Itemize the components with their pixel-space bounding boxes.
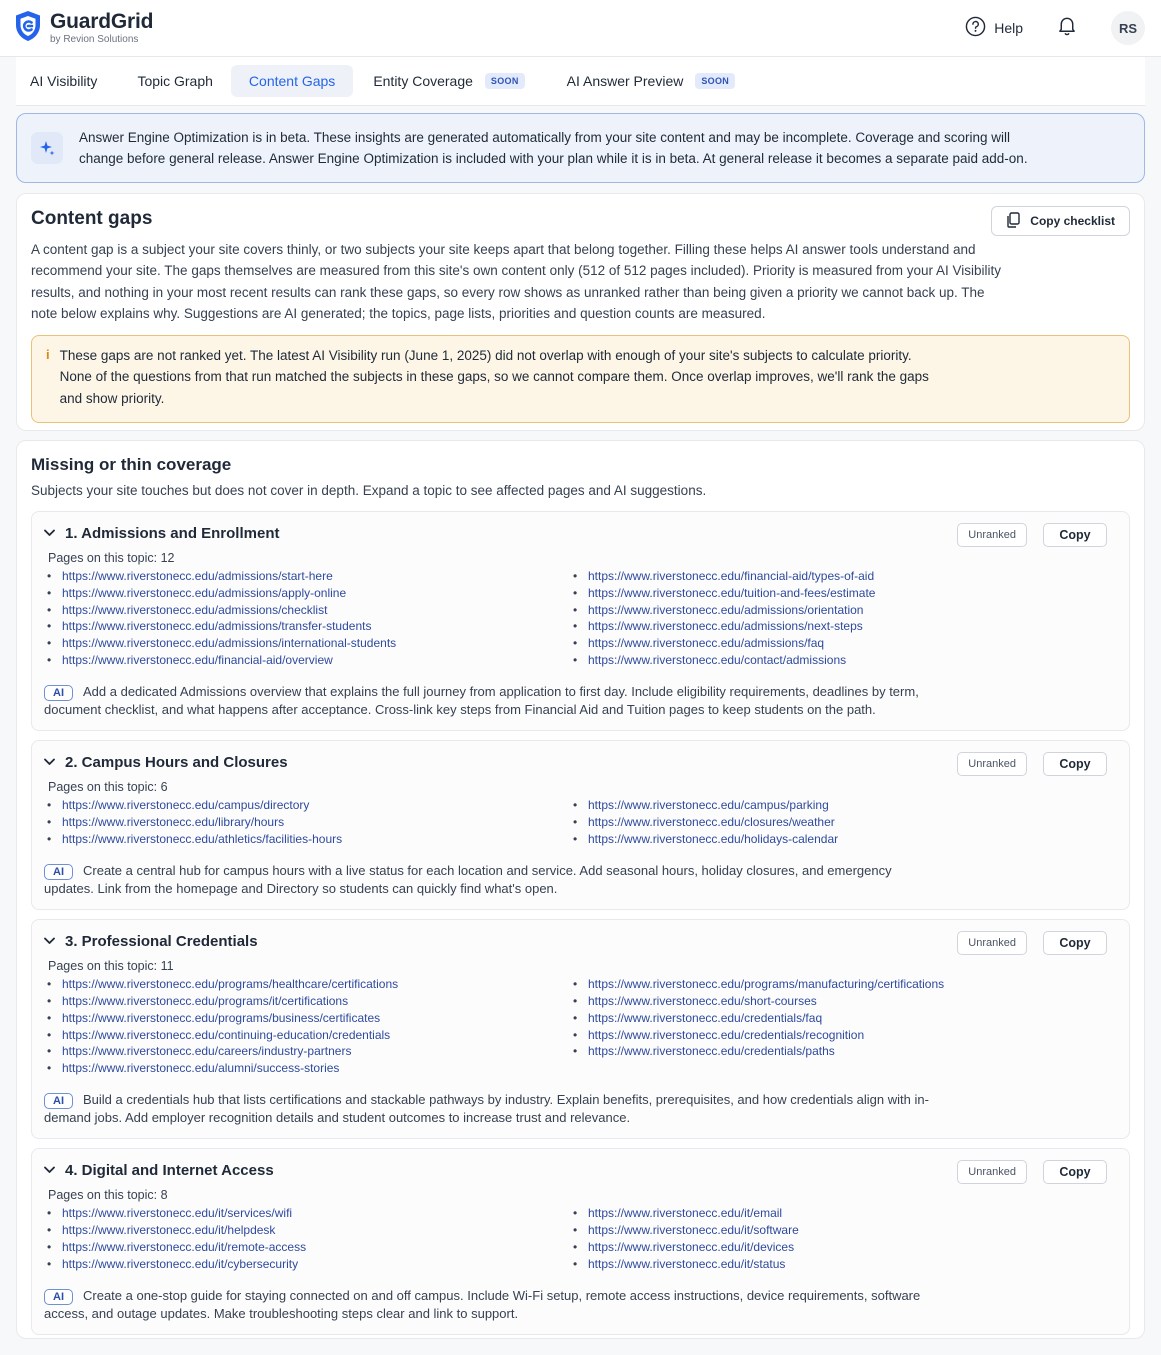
help-button[interactable]: [965, 16, 1023, 40]
topic-item: [31, 740, 1130, 910]
page-link[interactable]: • https://www.riverstonecc.edu/programs/manufacturing/certifications: [570, 976, 944, 993]
tab-label: Topic Graph: [137, 73, 213, 89]
page-list-left: [44, 976, 570, 1077]
ai-badge: AI: [44, 1289, 73, 1305]
copy-button[interactable]: Copy: [1043, 931, 1107, 955]
topic-header[interactable]: [44, 524, 1117, 542]
pages-count: Pages on this topic: 6: [48, 780, 168, 795]
copy-checklist-button[interactable]: [991, 206, 1130, 236]
page-link[interactable]: • https://www.riverstonecc.edu/careers/industry-partners: [44, 1043, 570, 1060]
page-list-right: [570, 797, 838, 847]
page-link[interactable]: • https://www.riverstonecc.edu/continuing-education/credentials: [44, 1027, 570, 1044]
chevron-down-icon[interactable]: [44, 932, 55, 950]
warning-line: These gaps are not ranked yet. The latest AI Visibility run (June 1, 2025) did not overlap with enough of your site's subjects to calculate priority.: [59, 348, 912, 364]
beta-notice-line: Answer Engine Optimization is in beta. These insights are generated automatically from your site content and may be incomplete. Coverage and scoring will: [79, 130, 1010, 145]
page-list-left: [44, 1205, 570, 1272]
page-link[interactable]: • https://www.riverstonecc.edu/it/status: [570, 1256, 799, 1273]
page-link[interactable]: • https://www.riverstonecc.edu/it/helpdesk: [44, 1222, 570, 1239]
ai-suggestion: [44, 683, 944, 731]
avatar[interactable]: RS: [1111, 11, 1145, 45]
tab-label: AI Answer Preview: [566, 73, 684, 89]
topic-title: 1. Admissions and Enrollment: [65, 524, 280, 542]
ai-suggestion-text: Build a credentials hub that lists certifications and stackable pathways by industry. Explain benefits, prerequisites, and how credentials align with in-demand jobs. Add employer recognition details and student outcomes to increase trust and relevance.: [44, 1091, 929, 1125]
page-link[interactable]: • https://www.riverstonecc.edu/closures/weather: [570, 814, 838, 831]
page-link[interactable]: • https://www.riverstonecc.edu/campus/parking: [570, 797, 838, 814]
unranked-warning: [31, 335, 1130, 423]
shield-icon: [14, 10, 42, 47]
pages-count: Pages on this topic: 8: [48, 1188, 168, 1203]
tab-topic-graph[interactable]: [123, 65, 226, 97]
topic-header[interactable]: [44, 932, 1117, 950]
copy-button[interactable]: Copy: [1043, 523, 1107, 547]
page-link[interactable]: • https://www.riverstonecc.edu/programs/it/certifications: [44, 993, 570, 1010]
chevron-down-icon[interactable]: [44, 753, 55, 771]
page-link[interactable]: • https://www.riverstonecc.edu/contact/admissions: [570, 652, 875, 669]
brand-name: GuardGrid: [50, 10, 154, 33]
tab-entity-coverage[interactable]: [359, 65, 538, 97]
topic-title: 2. Campus Hours and Closures: [65, 753, 288, 771]
page-link[interactable]: • https://www.riverstonecc.edu/it/remote-access: [44, 1239, 570, 1256]
warning-line: and show priority.: [59, 390, 165, 406]
unranked-badge: Unranked: [957, 931, 1027, 955]
warning-line: None of the questions from that run matched the subjects in these gaps, so we cannot compare them. Once overlap improves, we'll rank the gaps: [59, 369, 929, 385]
chevron-down-icon[interactable]: [44, 1161, 55, 1179]
page-link[interactable]: • https://www.riverstonecc.edu/it/devices: [570, 1239, 799, 1256]
page-link[interactable]: • https://www.riverstonecc.edu/alumni/success-stories: [44, 1060, 570, 1077]
unranked-badge: Unranked: [957, 523, 1027, 547]
help-label: Help: [994, 20, 1023, 36]
intro-text: A content gap is a subject your site covers thinly, or two subjects your site keeps apart that belong together. Filling these helps AI answer tools understand and recommend your site. The gaps themselves are measured from this site's own content only (512 of 512 pages included). Priority is measured from your AI Visibility results, and nothing in your most recent results can rank these gaps, so every row shows as unranked rather than being given a priority we cannot back up. The note below explains why. Suggestions are AI generated; the topics, page lists, priorities and question counts are measured.: [31, 242, 1002, 321]
missing-coverage-card: [16, 440, 1145, 1339]
topic-title: 4. Digital and Internet Access: [65, 1161, 274, 1179]
ai-badge: AI: [44, 685, 73, 701]
tab-label: AI Visibility: [30, 73, 98, 89]
page-list-right: [570, 976, 944, 1077]
pages-count: Pages on this topic: 12: [48, 551, 175, 565]
soon-badge: SOON: [695, 73, 735, 89]
topic-title: 3. Professional Credentials: [65, 932, 258, 950]
page-link[interactable]: • https://www.riverstonecc.edu/financial-aid/overview: [44, 652, 570, 669]
page-link[interactable]: • https://www.riverstonecc.edu/it/email: [570, 1205, 799, 1222]
unranked-badge: Unranked: [957, 752, 1027, 776]
page-link[interactable]: • https://www.riverstonecc.edu/admissions/start-here: [44, 568, 570, 585]
top-bar: [0, 0, 1161, 57]
unranked-badge: Unranked: [957, 1160, 1027, 1184]
ai-badge: AI: [44, 1093, 73, 1109]
ai-suggestion-text: Create a one-stop guide for staying connected on and off campus. Include Wi-Fi setup, remote access instructions, device requirements, software access, and outage updates. Make troubleshooting steps clear and link to support.: [44, 1287, 921, 1321]
page-link[interactable]: • https://www.riverstonecc.edu/credentials/faq: [570, 1010, 944, 1027]
page-list-left: [44, 797, 570, 847]
page-link[interactable]: • https://www.riverstonecc.edu/credentials/recognition: [570, 1027, 944, 1044]
topic-item: [31, 1148, 1130, 1335]
page-list-left: [44, 568, 570, 669]
page-link[interactable]: • https://www.riverstonecc.edu/admissions/next-steps: [570, 618, 875, 635]
topic-item: [31, 919, 1130, 1139]
page-link[interactable]: • https://www.riverstonecc.edu/short-courses: [570, 993, 944, 1010]
page-list-right: [570, 568, 875, 669]
topic-header[interactable]: [44, 1161, 1117, 1179]
copy-checklist-label: Copy checklist: [1030, 214, 1115, 228]
ai-suggestion: [44, 862, 944, 910]
topic-list: [31, 511, 1130, 1335]
bell-icon[interactable]: [1057, 15, 1077, 41]
beta-notice: [16, 113, 1145, 183]
copy-icon: [1006, 212, 1020, 231]
page-link[interactable]: • https://www.riverstonecc.edu/programs/business/certificates: [44, 1010, 570, 1027]
page-link[interactable]: • https://www.riverstonecc.edu/admissions/international-students: [44, 635, 570, 652]
chevron-down-icon[interactable]: [44, 524, 55, 542]
page-link[interactable]: • https://www.riverstonecc.edu/credentials/paths: [570, 1043, 944, 1060]
page-title: Content gaps: [31, 208, 153, 229]
ai-suggestion-text: Add a dedicated Admissions overview that explains the full journey from application to first day. Include eligibility requirements, deadlines by term, document checklist, and what happens after acceptance. Cross-link key steps from Financial Aid and Tuition pages to keep students on the path.: [44, 683, 919, 717]
section-subtitle: Subjects your site touches but does not cover in depth. Expand a topic to see affected pages and AI suggestions.: [31, 483, 707, 498]
section-title: Missing or thin coverage: [31, 455, 232, 474]
content-gaps-card: [16, 193, 1145, 431]
copy-button[interactable]: Copy: [1043, 1160, 1107, 1184]
beta-notice-line: change before general release. Answer Engine Optimization is included with your plan while it is in beta. At general release it becomes a separate paid add-on.: [79, 151, 1028, 166]
topic-header[interactable]: [44, 753, 1117, 771]
ai-badge: AI: [44, 864, 73, 880]
tab-ai-answer-preview[interactable]: [553, 65, 749, 97]
page-link[interactable]: • https://www.riverstonecc.edu/tuition-and-fees/estimate: [570, 585, 875, 602]
page-link[interactable]: • https://www.riverstonecc.edu/admissions/checklist: [44, 602, 570, 619]
page-link[interactable]: • https://www.riverstonecc.edu/library/hours: [44, 814, 570, 831]
page-link[interactable]: • https://www.riverstonecc.edu/admissions/apply-online: [44, 585, 570, 602]
tab-ai-visibility[interactable]: [16, 65, 111, 97]
page-list-right: [570, 1205, 799, 1272]
ai-suggestion: [44, 1091, 944, 1139]
page-link[interactable]: • https://www.riverstonecc.edu/campus/directory: [44, 797, 570, 814]
page-link[interactable]: • https://www.riverstonecc.edu/admissions/faq: [570, 635, 875, 652]
brand[interactable]: [14, 10, 153, 47]
help-icon: [965, 16, 986, 40]
page-link[interactable]: • https://www.riverstonecc.edu/programs/healthcare/certifications: [44, 976, 570, 993]
ai-suggestion-text: Create a central hub for campus hours with a live status for each location and service. Add seasonal hours, holiday closures, and emergency updates. Link from the homepage and Directory so students can quickly find what's open.: [44, 862, 892, 896]
page-link[interactable]: • https://www.riverstonecc.edu/financial-aid/types-of-aid: [570, 568, 875, 585]
page-link[interactable]: • https://www.riverstonecc.edu/admissions/transfer-students: [44, 618, 570, 635]
copy-button[interactable]: Copy: [1043, 752, 1107, 776]
tab-content-gaps[interactable]: [231, 65, 353, 97]
pages-count: Pages on this topic: 11: [48, 959, 174, 974]
sparkle-icon: [31, 132, 63, 164]
topic-item: [31, 511, 1130, 731]
page-link[interactable]: • https://www.riverstonecc.edu/admissions/orientation: [570, 602, 875, 619]
ai-suggestion: [44, 1287, 944, 1335]
tab-bar: [16, 57, 1145, 106]
page-link[interactable]: • https://www.riverstonecc.edu/holidays-calendar: [570, 831, 838, 848]
page-link[interactable]: • https://www.riverstonecc.edu/it/services/wifi: [44, 1205, 570, 1222]
brand-subtitle: by Revion Solutions: [50, 34, 139, 45]
info-icon: i: [46, 347, 50, 363]
tab-label: Entity Coverage: [373, 73, 473, 89]
soon-badge: SOON: [485, 73, 525, 89]
page-link[interactable]: • https://www.riverstonecc.edu/it/cybersecurity: [44, 1256, 570, 1273]
page-link[interactable]: • https://www.riverstonecc.edu/it/software: [570, 1222, 799, 1239]
tab-label: Content Gaps: [248, 73, 336, 89]
page-link[interactable]: • https://www.riverstonecc.edu/athletics/facilities-hours: [44, 831, 570, 848]
